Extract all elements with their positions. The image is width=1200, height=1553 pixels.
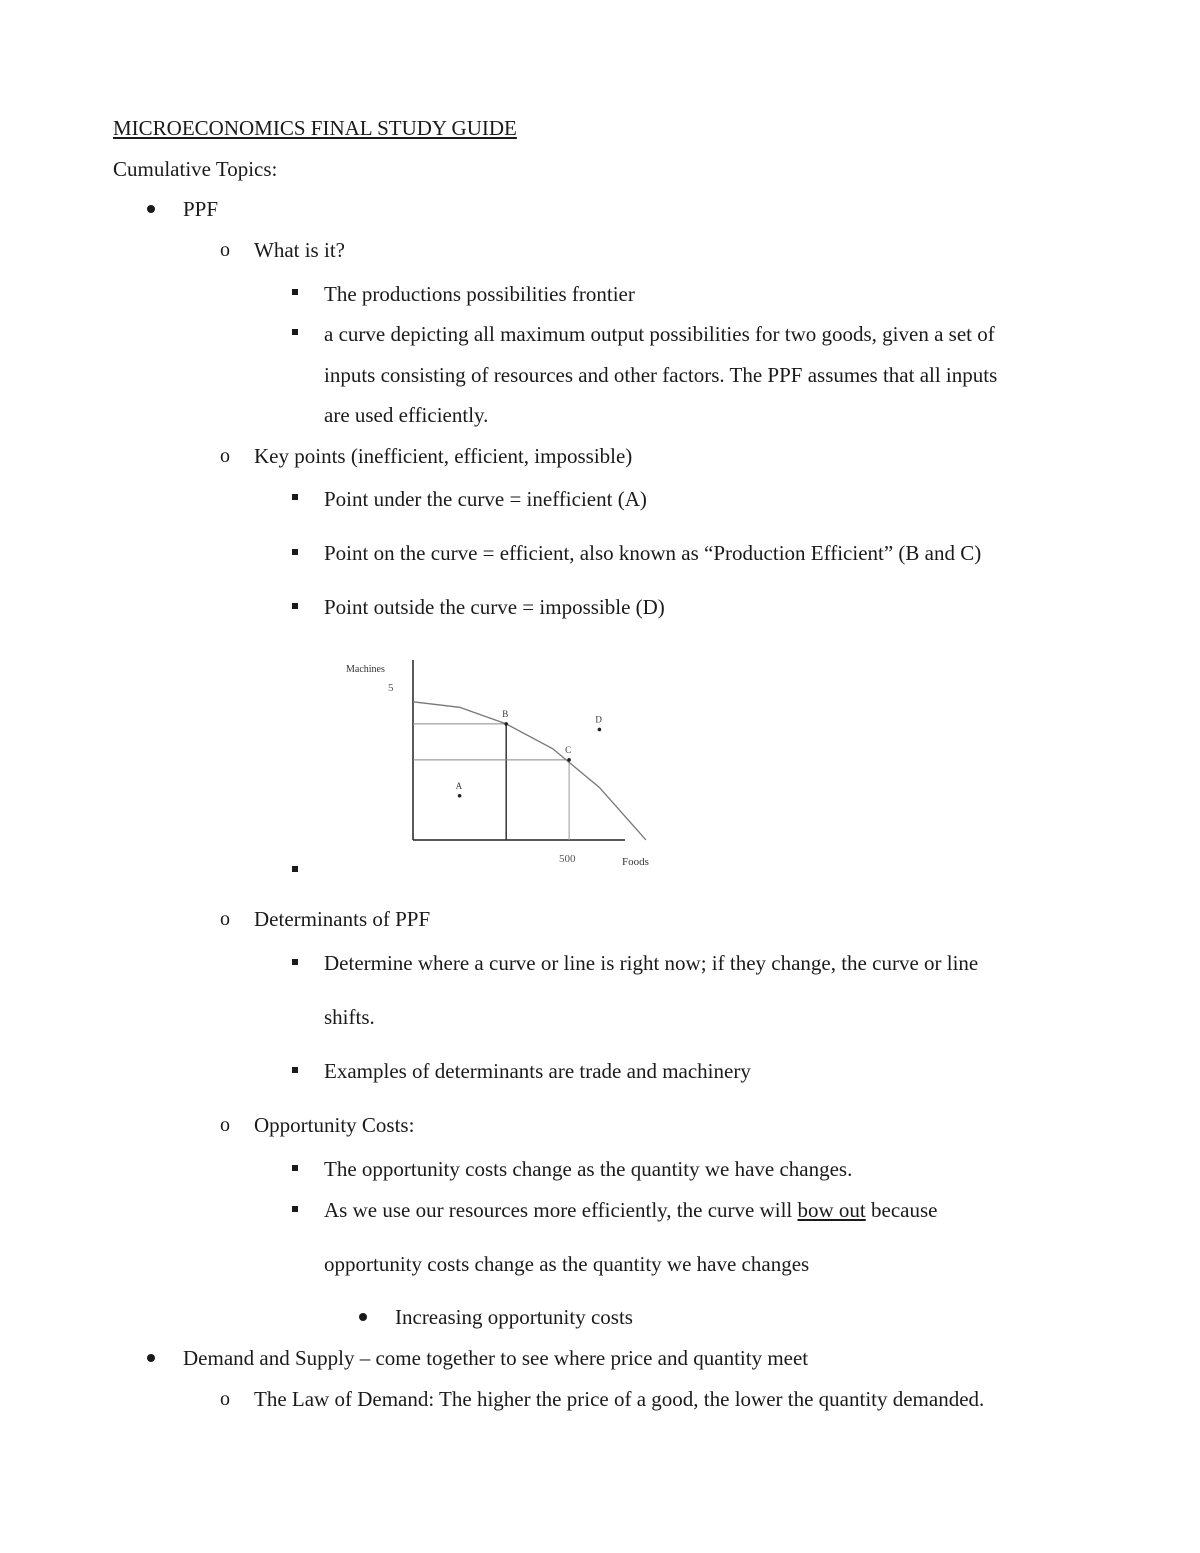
text-run: because: [865, 1198, 938, 1222]
list-item: Point under the curve = inefficient (A): [324, 487, 647, 511]
bullet-square-icon: [292, 549, 298, 555]
demand-supply-heading: Demand and Supply – come together to see where price and quantity meet: [183, 1346, 809, 1370]
list-item: Determine where a curve or line is right now; if they change, the curve or line: [324, 951, 979, 975]
bullet-dot-icon: [147, 205, 155, 213]
bullet-circle-icon: o: [220, 445, 230, 467]
bullet-square-icon: [292, 329, 298, 335]
ppf-chart: [330, 650, 670, 880]
section-subtitle: Cumulative Topics:: [113, 157, 278, 181]
bullet-square-icon: [292, 1206, 298, 1212]
x-tick-label: 500: [559, 853, 576, 865]
bullet-square-icon: [292, 866, 298, 872]
list-item: Examples of determinants are trade and machinery: [324, 1059, 751, 1083]
list-item: Point outside the curve = impossible (D): [324, 595, 665, 619]
y-tick-label: 5: [388, 682, 394, 694]
list-item-continuation: shifts.: [324, 1005, 375, 1029]
point-label-c: C: [565, 744, 572, 755]
text-run: As we use our resources more efficiently, the curve will: [324, 1198, 798, 1222]
bullet-square-icon: [292, 603, 298, 609]
underlined-term: bow out: [797, 1198, 866, 1222]
y-axis-label: Machines: [346, 664, 385, 675]
point-c: [567, 758, 571, 762]
point-label-b: B: [502, 708, 509, 719]
list-item: Point on the curve = efficient, also known as “Production Efficient” (B and C): [324, 541, 982, 565]
law-of-demand: The Law of Demand: The higher the price of a good, the lower the quantity demanded.: [254, 1387, 985, 1411]
key-points-heading: Key points (inefficient, efficient, impossible): [254, 444, 633, 468]
list-item-continuation: inputs consisting of resources and other factors. The PPF assumes that all inputs: [324, 363, 998, 387]
point-b: [504, 722, 508, 726]
bullet-dot-icon: [359, 1313, 367, 1321]
point-label-a: A: [455, 780, 463, 791]
list-item: Increasing opportunity costs: [395, 1305, 633, 1329]
bullet-circle-icon: o: [220, 1114, 230, 1136]
bullet-square-icon: [292, 959, 298, 965]
list-item: The productions possibilities frontier: [324, 282, 635, 306]
bullet-square-icon: [292, 494, 298, 500]
bullet-circle-icon: o: [220, 908, 230, 930]
ppf-heading: PPF: [183, 197, 219, 221]
ppf-curve: [413, 702, 646, 840]
bullet-circle-icon: o: [220, 1388, 230, 1410]
list-item: a curve depicting all maximum output possibilities for two goods, given a set of: [324, 322, 995, 346]
page-title: MICROECONOMICS FINAL STUDY GUIDE: [113, 116, 517, 140]
determinants-heading: Determinants of PPF: [254, 907, 431, 931]
what-is-it-heading: What is it?: [254, 238, 345, 262]
list-item-continuation: opportunity costs change as the quantity we have changes: [324, 1252, 810, 1276]
list-item-continuation: are used efficiently.: [324, 403, 489, 427]
x-axis-label: Foods: [622, 856, 649, 868]
opportunity-costs-heading: Opportunity Costs:: [254, 1113, 415, 1137]
list-item: [324, 1197, 937, 1223]
bullet-square-icon: [292, 1165, 298, 1171]
bullet-square-icon: [292, 289, 298, 295]
bullet-square-icon: [292, 1067, 298, 1073]
bullet-circle-icon: o: [220, 239, 230, 261]
list-item: The opportunity costs change as the quantity we have changes.: [324, 1157, 853, 1181]
point-label-d: D: [595, 714, 602, 725]
point-d: [598, 728, 602, 732]
bullet-dot-icon: [147, 1354, 155, 1362]
point-a: [458, 794, 462, 798]
